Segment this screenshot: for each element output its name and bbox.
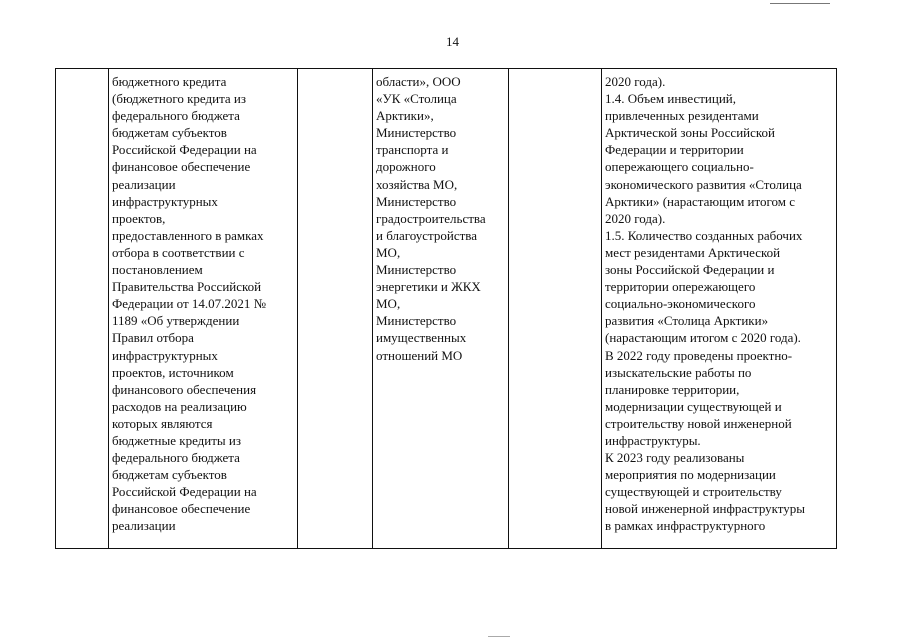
text-line: мест резидентами Арктической xyxy=(605,244,781,260)
text-line: области», ООО xyxy=(376,74,461,89)
text-line: предоставленного в рамках xyxy=(112,227,264,243)
text-line: Министерство xyxy=(376,125,457,141)
top-rule xyxy=(770,3,830,4)
text-line: 2020 года). xyxy=(605,210,666,226)
text-line: (бюджетного кредита из xyxy=(112,91,247,107)
text-line: энергетики и ЖКХ xyxy=(376,279,481,295)
text-line: экономического развития «Столица xyxy=(605,176,802,192)
text-line: проектов, источником xyxy=(112,364,234,380)
text-line: бюджетам субъектов xyxy=(112,467,227,483)
text-line: строительству новой инженерной xyxy=(605,415,792,431)
text-line: финансового обеспечения xyxy=(112,381,257,397)
text-line: имущественных xyxy=(376,330,467,346)
document-table xyxy=(55,68,837,549)
text-line: бюджетам субъектов xyxy=(112,125,227,141)
text-line: В 2022 году проведены проектно- xyxy=(605,347,793,363)
text-line: «УК «Столица xyxy=(376,91,457,107)
table-cell-responsible xyxy=(373,69,509,549)
text-line: которых являются xyxy=(112,415,213,431)
text-line: новой инженерной инфраструктуры xyxy=(605,501,806,517)
text-line: финансовое обеспечение xyxy=(112,501,251,517)
text-line: отношений МО xyxy=(376,347,463,363)
text-line: 1189 «Об утверждении xyxy=(112,313,240,329)
text-line: зоны Российской Федерации и xyxy=(605,262,775,278)
text-line: и благоустройства xyxy=(376,227,478,243)
text-line: отбора в соответствии с xyxy=(112,244,245,260)
text-line: градостроительства xyxy=(376,210,486,226)
table-cell-empty xyxy=(298,69,373,549)
text-line: развития «Столица Арктики» xyxy=(605,313,769,329)
table-cell-empty xyxy=(509,69,602,549)
text-line: Федерации от 14.07.2021 № xyxy=(112,296,267,312)
text-line: бюджетного кредита xyxy=(112,74,227,89)
text-line: финансовое обеспечение xyxy=(112,159,251,175)
text-line: МО, xyxy=(376,244,401,260)
text-line: Министерство xyxy=(376,313,457,329)
text-line: опережающего социально- xyxy=(605,159,754,175)
text-line: расходов на реализацию xyxy=(112,398,247,414)
text-line: Правил отбора xyxy=(112,330,194,346)
table-cell-description xyxy=(109,69,298,549)
text-line: Российской Федерации на xyxy=(112,142,257,158)
text-line: (нарастающим итогом с 2020 года). xyxy=(605,330,801,346)
text-line: в рамках инфраструктурного xyxy=(605,518,766,534)
text-line: 1.5. Количество созданных рабочих xyxy=(605,227,803,243)
text-line: территории опережающего xyxy=(605,279,756,295)
text-line: транспорта и xyxy=(376,142,449,158)
text-line: модернизации существующей и xyxy=(605,398,782,414)
bottom-mark xyxy=(488,636,510,637)
text-line: Министерство xyxy=(376,262,457,278)
text-line: инфраструктуры. xyxy=(605,432,701,448)
text-line: инфраструктурных xyxy=(112,347,218,363)
text-line: инфраструктурных xyxy=(112,193,218,209)
text-line: существующей и строительству xyxy=(605,484,782,500)
text-line: изыскательские работы по xyxy=(605,364,752,380)
text-line: федерального бюджета xyxy=(112,450,240,466)
text-line: планировке территории, xyxy=(605,381,740,397)
text-line: 2020 года). xyxy=(605,74,666,89)
text-line: федерального бюджета xyxy=(112,108,240,124)
text-line: К 2023 году реализованы xyxy=(605,450,745,466)
text-line: Федерации и территории xyxy=(605,142,744,158)
text-line: постановлением xyxy=(112,262,203,278)
text-line: мероприятия по модернизации xyxy=(605,467,776,483)
text-line: бюджетные кредиты из xyxy=(112,432,241,448)
table-cell-results xyxy=(602,69,837,549)
text-line: Арктической зоны Российской xyxy=(605,125,776,141)
page-number: 14 xyxy=(446,34,459,49)
text-line: социально-экономического xyxy=(605,296,756,312)
table-row xyxy=(56,69,837,549)
text-line: проектов, xyxy=(112,210,166,226)
text-line: реализации xyxy=(112,518,176,534)
table-cell-number xyxy=(56,69,109,549)
text-line: Арктики», xyxy=(376,108,434,124)
text-line: привлеченных резидентами xyxy=(605,108,759,124)
text-line: Арктики» (нарастающим итогом с xyxy=(605,193,796,209)
text-line: хозяйства МО, xyxy=(376,176,458,192)
text-line: Министерство xyxy=(376,193,457,209)
text-line: 1.4. Объем инвестиций, xyxy=(605,91,736,107)
text-line: реализации xyxy=(112,176,176,192)
text-line: МО, xyxy=(376,296,401,312)
text-line: Правительства Российской xyxy=(112,279,262,295)
text-line: дорожного xyxy=(376,159,436,175)
text-line: Российской Федерации на xyxy=(112,484,257,500)
